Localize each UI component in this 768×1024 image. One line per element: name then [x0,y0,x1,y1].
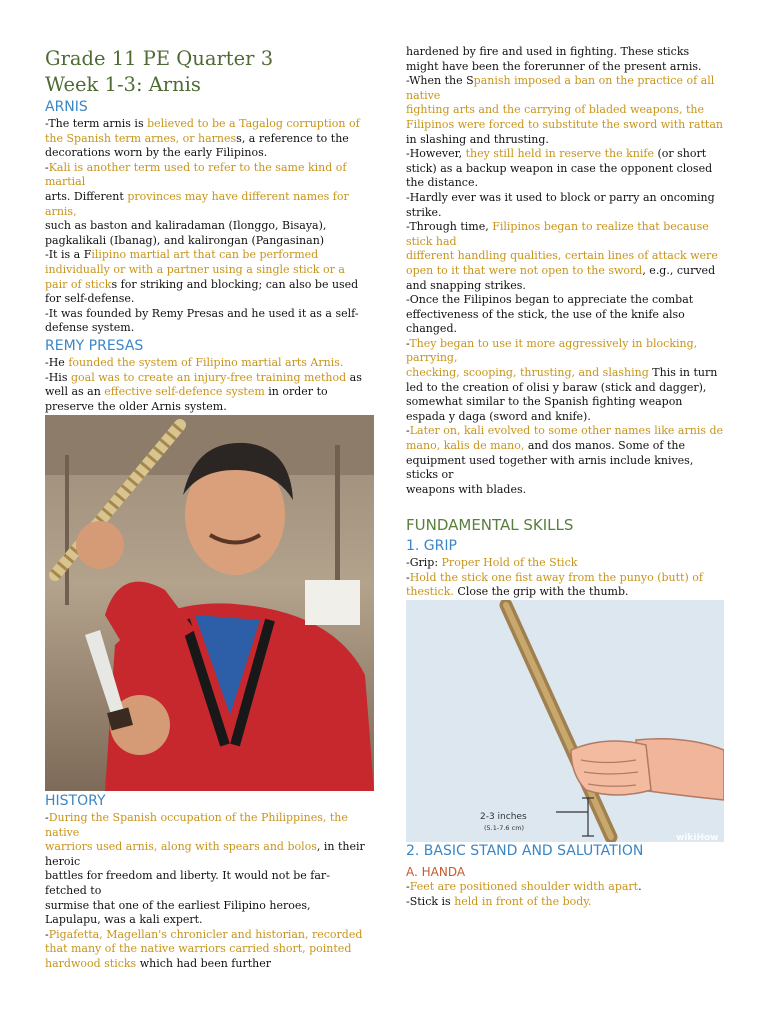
history-paragraph-4: -When the Spanish imposed a ban on the practice of all native fighting arts and the carrying of bladed weapons, the Filipinos were forced to substitute the sword with rattan in slashing and thrusting. [406,74,723,146]
page-subtitle: Week 1-3: Arnis [45,73,201,96]
grip-paragraph-2: -Hold the stick one fist away from the punyo (butt) of thestick. Close the grip with the thumb. [406,570,703,599]
fundamental-section [406,515,724,600]
page-title: Grade 11 PE Quarter 3 [45,47,274,70]
measure-sublabel: (5.1-7.6 cm) [484,824,525,832]
grip-illustration [406,600,724,842]
remy-paragraph-1: -He founded the system of Filipino martial arts Arnis. [45,356,344,369]
history-section [45,792,367,972]
wikihow-watermark: wikiHow [676,833,719,842]
history-paragraph-5: -However, they still held in reserve the knife (or short stick) as a backup weapon in case the opponent closed the distance. [406,147,713,190]
arnis-paragraph-4: -It was founded by Remy Presas and he used it as a self-defense system. [45,306,359,335]
history-paragraph-9: -They began to use it more aggressively in blocking, parrying, checking, scooping, thrusting, and slashing This in turn led to the creation of olisi y baraw (stick and dagger), somewhat similar to the Spanish fighting weapon espada y daga (sword and knife). [406,336,718,423]
stand-section [406,842,724,909]
remy-paragraph-2: -His goal was to create an injury-free training method as well as an effective self-defence system in order to preserve the older Arnis system. [45,370,362,413]
arnis-paragraph-1: -The term arnis is believed to be a Tagalog corruption of the Spanish term arnes, or harness, a reference to the decorations worn by the early Filipinos. [45,117,360,160]
arnis-paragraph-3: -It is a Filipino martial art that can be performed individually or with a partner using a single stick or a pair of sticks for striking and blocking; can also be used for self-defense. [45,248,359,306]
arnis-paragraph-2: -Kali is another term used to refer to the same kind of martial arts. Different provinces may have different names for arnis, such as baston and kaliradaman (Ilonggo, Bisaya), pagkalikali (Ibanag), and kalirongan (Pangasinan) [45,160,349,247]
history-paragraph-3: hardened by fire and used in fighting. These sticks might have been the forerunner of the present arnis. [406,45,702,73]
history-paragraph-10: -Later on, kali evolved to some other names like arnis de mano, kalis de mano, and dos manos. Some of the equipment used together with arnis include knives, sticks or weapons with blades. [406,424,724,496]
remy-presas-photo [45,415,374,791]
fundamental-heading: FUNDAMENTAL SKILLS [406,516,574,534]
arnis-section [45,98,365,336]
handa-paragraph-1: -Feet are positioned shoulder width apart. [406,880,642,893]
history-heading: HISTORY [45,793,106,809]
remy-heading: REMY PRESAS [45,338,144,354]
remy-section [45,337,365,414]
measure-label: 2-3 inches [480,812,527,822]
hand-shape [571,739,724,800]
history-paragraph-6: -Hardly ever was it used to block or parry an oncoming strike. [406,190,715,219]
grip-heading: 1. GRIP [406,538,457,554]
handa-heading: A. HANDA [406,865,466,879]
history-paragraph-7: -Through time, Filipinos began to realize that because stick had different handling qualities, certain lines of attack were open to it that were not open to the sword, e.g., curved and snapping strikes. [406,220,718,292]
history-paragraph-1: -During the Spanish occupation of the Philippines, the native warriors used arnis, along with spears and bolos, in their heroic battles for freedom and liberty. It would not be far-fetched to surmise that one of the earliest Filipino heroes, Lapulapu, was a kali expert. [45,811,365,927]
handa-paragraph-2: -Stick is held in front of the body. [406,894,592,908]
history-paragraph-8: -Once the Filipinos began to appreciate the combat effectiveness of the stick, the use of the knife also changed. [406,293,694,336]
stand-heading: 2. BASIC STAND AND SALUTATION [406,843,644,859]
arnis-heading: ARNIS [45,99,88,115]
history-continued [406,45,724,497]
history-paragraph-2: -Pigafetta, Magellan's chronicler and historian, recorded that many of the native warriors carried short, pointed hardwood sticks which had been further [45,927,363,970]
grip-paragraph-1: -Grip: Proper Hold of the Stick [406,556,578,569]
